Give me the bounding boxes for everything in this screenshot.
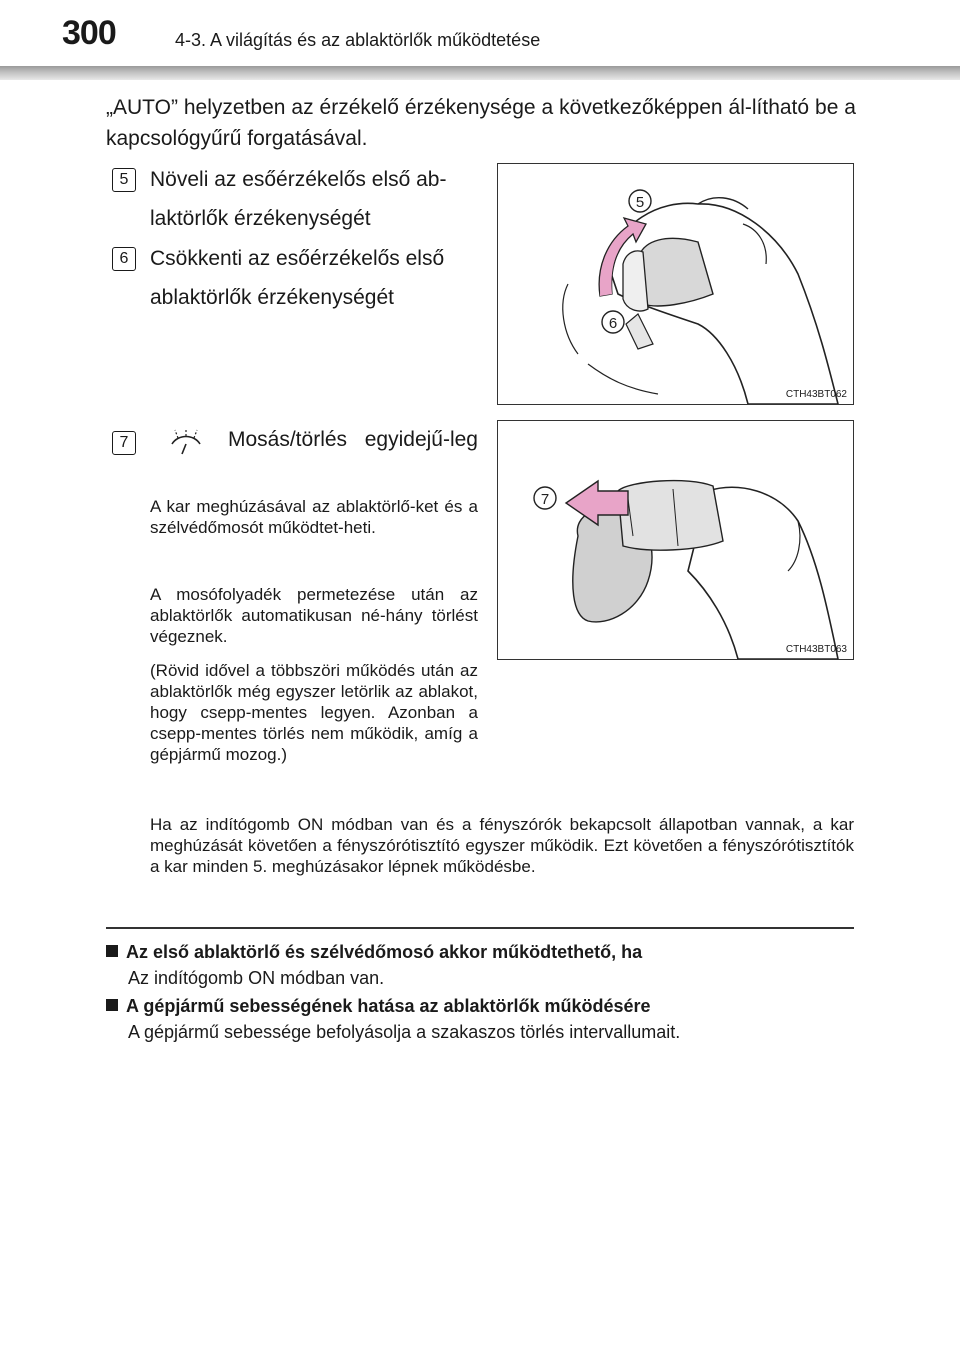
note-heading-2: A gépjármű sebességének hatása az ablaktörlők működésére <box>106 994 651 1018</box>
washer-icon <box>168 424 204 458</box>
item-5-text: Növeli az esőérzékelős első ab-laktörlők érzékenységét <box>150 168 447 230</box>
lever-pull-illustration <box>498 421 853 659</box>
note-heading-1: Az első ablaktörlő és szélvédőmosó akkor működtethető, ha <box>106 940 642 964</box>
headlamp-cleaner-paragraph: Ha az indítógomb ON módban van és a fényszórók bekapcsolt állapotban vannak, a kar meghúzását követően a fényszórótisztító egyszer működik. Ezt követően a fényszórótisztítók a kar minden 5. meghúzásakor lépnek működésbe. <box>150 815 854 876</box>
section-title: 4-3. A világítás és az ablaktörlők működtetése <box>175 30 541 50</box>
figure-wiper-lever-pull <box>497 420 854 660</box>
item-number-6: 6 <box>112 247 136 271</box>
item-7-paragraph-2: A mosófolyadék permetezése után az ablaktörlők automatikusan né-hány törlést végeznek. <box>150 585 478 646</box>
page-number: 300 <box>62 14 116 52</box>
wiper-ring-illustration <box>498 164 853 404</box>
bullet-square-icon <box>106 999 118 1011</box>
figure-wiper-ring-rotation <box>497 163 854 405</box>
item-7-paragraph-1: A kar meghúzásával az ablaktörlő-ket és a szélvédőmosót működtet-heti. <box>150 497 478 537</box>
item-6-text: Csökkenti az esőérzékelős első ablaktörlők érzékenységét <box>150 247 445 309</box>
page-header <box>0 0 960 80</box>
header-rule <box>0 66 960 80</box>
note-body-1: Az indítógomb ON módban van. <box>128 968 385 988</box>
item-7-paragraph-3: (Rövid idővel a többszöri működés után az ablaktörlők még egyszer letörlik az ablakot, hogy csepp-mentes legyen. Azonban a csepp-mentes törlés nem működik, amíg a gépjármű mozog.) <box>150 661 478 764</box>
item-number-5: 5 <box>112 168 136 192</box>
bullet-square-icon <box>106 945 118 957</box>
callout-6-label: 6 <box>608 315 618 332</box>
item-7-text: Mosás/törlés egyidejű-leg <box>228 428 478 451</box>
figure-code: CTH43BT063 <box>785 644 847 655</box>
section-divider <box>106 927 854 929</box>
callout-5-label: 5 <box>635 194 645 211</box>
figure-code: CTH43BT062 <box>785 389 847 400</box>
note-body-2: A gépjármű sebessége befolyásolja a szakaszos törlés intervallumait. <box>128 1022 681 1042</box>
callout-7-label: 7 <box>540 491 550 508</box>
intro-paragraph: „AUTO” helyzetben az érzékelő érzékenysége a következőképpen ál-lítható be a kapcsológyűrű forgatásával. <box>106 96 856 150</box>
item-number-7: 7 <box>112 431 136 455</box>
